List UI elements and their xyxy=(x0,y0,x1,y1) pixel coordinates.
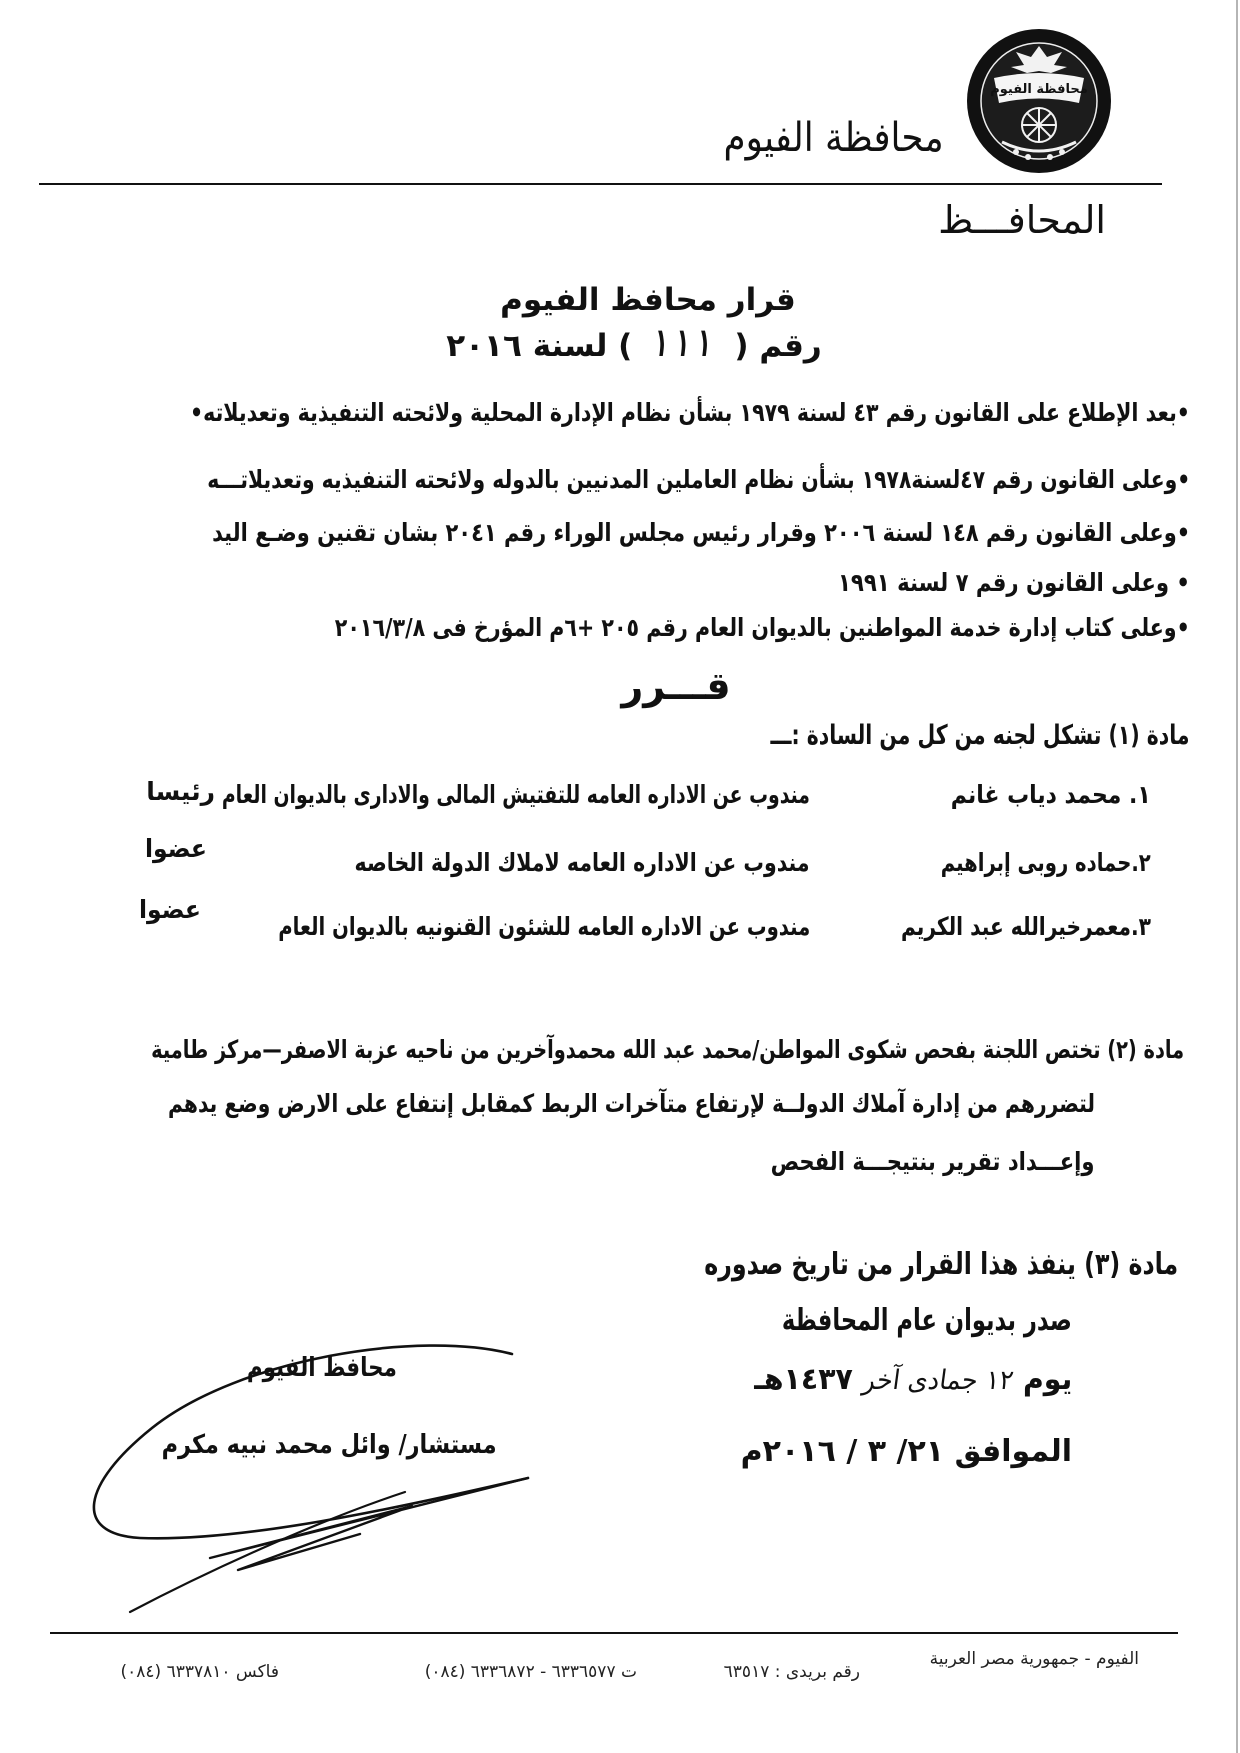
preamble-line xyxy=(335,610,1190,646)
office-title xyxy=(906,196,1106,244)
article-2-line-text: مادة (٢) تختص اللجنة بفحص شكوى المواطن/محمد عبد الله محمدوآخرين من ناحيه عزبة الاصفر—مركز طامية xyxy=(150,1035,1184,1064)
member-name-text: ٢.حماده روبى إبراهيم xyxy=(940,848,1151,877)
hijri-date-label: يوم xyxy=(1022,1362,1072,1397)
hijri-day-month-handwritten: ١٢ جمادى آخر xyxy=(860,1365,1015,1396)
member-description-text: مندوب عن الاداره العامه للشئون القنونيه بالديوان العام xyxy=(277,912,810,941)
decree-number-handwritten: ١١١ xyxy=(647,320,719,366)
decision-heading-text: قـــرر xyxy=(621,664,731,708)
article-1-heading-text: مادة (١) تشكل لجنه من كل من السادة :ـــ xyxy=(770,720,1190,751)
article-3 xyxy=(704,1245,1178,1285)
gregorian-date xyxy=(737,1432,1072,1472)
issued-at xyxy=(782,1301,1072,1341)
footer-phone-text: ت ٦٣٣٦٥٧٧ - ٦٣٣٦٨٧٢ (٠٨٤) xyxy=(424,1662,637,1682)
article-2-line xyxy=(771,1144,1095,1180)
member-role xyxy=(139,893,201,927)
decision-heading xyxy=(576,662,776,710)
footer-address xyxy=(914,1648,1139,1670)
governorate-name xyxy=(724,112,944,164)
member-name-text: ١. محمد دياب غانم xyxy=(950,780,1151,809)
hijri-date xyxy=(754,1360,1072,1401)
hijri-year: ١٤٣٧هـ xyxy=(753,1362,853,1397)
governorate-logo xyxy=(966,28,1112,174)
preamble-line-text: •بعد الإطلاع على القانون رقم ٤٣ لسنة ١٩٧٩ بشأن نظام الإدارة المحلية ولائحته التنفيذية وتعديلاته• xyxy=(190,398,1190,427)
decree-number-line xyxy=(434,322,834,367)
member-name-text: ٣.معمرخيرالله عبد الكريم xyxy=(901,912,1151,941)
decree-number-prefix: رقم ( xyxy=(734,328,822,364)
decree-number-group xyxy=(446,322,822,367)
article-2-line-text: وإعـــداد تقرير بنتيجـــة الفحص xyxy=(771,1147,1095,1176)
scan-edge xyxy=(1236,0,1238,1753)
member-description xyxy=(222,778,810,812)
footer-address-text: الفيوم - جمهورية مصر العربية xyxy=(929,1649,1139,1669)
article-2-line-text: لتضررهم من إدارة آملاك الدولــة لإرتفاع متآخرات الربط كمقابل إنتفاع على الارض وضع يدهم xyxy=(167,1089,1095,1118)
handwritten-signature xyxy=(60,1320,540,1620)
member-name xyxy=(941,846,1151,880)
hijri-date-group xyxy=(754,1360,1072,1401)
member-role xyxy=(145,775,215,809)
member-role-text: عضوا xyxy=(139,895,201,924)
signatory-name-text: مستشار/ وائل محمد نبيه مكرم xyxy=(161,1430,497,1460)
logo-waterwheel-icon xyxy=(1022,108,1056,142)
footer-postal-code-text: رقم بريدى : ٦٣٥١٧ xyxy=(723,1662,860,1682)
office-title-text: المحافـــظ xyxy=(938,198,1106,242)
decree-title-text: قرار محافظ الفيوم xyxy=(500,282,796,318)
preamble-line xyxy=(838,565,1190,601)
member-role xyxy=(145,832,207,866)
member-name xyxy=(951,778,1151,812)
member-description-text: مندوب عن الاداره العامه للتفتيش المالى والادارى بالديوان العام xyxy=(221,780,810,809)
article-3-text: مادة (٣) ينفذ هذا القرار من تاريخ صدوره xyxy=(704,1247,1178,1282)
member-name xyxy=(901,910,1151,944)
gregorian-date-group xyxy=(741,1432,1072,1472)
preamble-line xyxy=(212,515,1190,551)
logo-text: محافظة الفيوم xyxy=(990,82,1088,97)
member-description xyxy=(355,846,810,880)
signatory-title-text: محافظ الفيوم xyxy=(247,1353,397,1383)
footer-postal-code xyxy=(685,1661,860,1683)
member-description-text: مندوب عن الاداره العامه لاملاك الدولة الخاصه xyxy=(354,848,810,877)
gregorian-date-label: الموافق xyxy=(954,1434,1072,1469)
member-role-text: عضوا xyxy=(145,834,207,863)
preamble-line-text: •وعلى القانون رقم ٤٧لسنة١٩٧٨ بشأن نظام العاملين المدنيين بالدوله ولائحته التنفيذيه وتعديلاتـــه xyxy=(207,465,1190,494)
footer-fax-text: فاكس ٦٣٣٧٨١٠ (٠٨٤) xyxy=(120,1662,279,1682)
article-2-line xyxy=(168,1086,1095,1122)
issued-at-text: صدر بديوان عام المحافظة xyxy=(781,1303,1072,1338)
article-1-heading xyxy=(771,718,1190,754)
footer-fax xyxy=(74,1661,279,1683)
signature-loop-stroke xyxy=(94,1346,528,1539)
decree-title xyxy=(448,279,848,321)
preamble-line-text: •وعلى القانون رقم ١٤٨ لسنة ٢٠٠٦ وقرار رئيس مجلس الوراء رقم ٢٠٤١ بشان تقنين وضـع اليد xyxy=(211,518,1190,547)
article-2-line xyxy=(151,1032,1184,1068)
header-rule xyxy=(39,183,1162,185)
gregorian-date-value: ٢١/ ٣ / ٢٠١٦م xyxy=(740,1434,945,1469)
governorate-name-text: محافظة الفيوم xyxy=(723,115,944,161)
footer-phone xyxy=(337,1661,637,1683)
member-description xyxy=(278,910,810,944)
decree-number-suffix: ) لسنة ٢٠١٦ xyxy=(446,328,633,364)
preamble-line xyxy=(190,395,1190,431)
footer-rule xyxy=(50,1632,1178,1634)
signature-tail-stroke xyxy=(130,1492,405,1612)
preamble-line-text: •وعلى كتاب إدارة خدمة المواطنين بالديوان العام رقم ٢٠٥ +٦م المؤرخ فى ٢٠١٦/٣/٨ xyxy=(334,613,1190,642)
signature-zigzag-stroke xyxy=(210,1478,528,1570)
preamble-line-text: • وعلى القانون رقم ٧ لسنة ١٩٩١ xyxy=(838,568,1190,597)
preamble-line xyxy=(207,462,1190,498)
member-role-text: رئيسا xyxy=(146,777,215,806)
